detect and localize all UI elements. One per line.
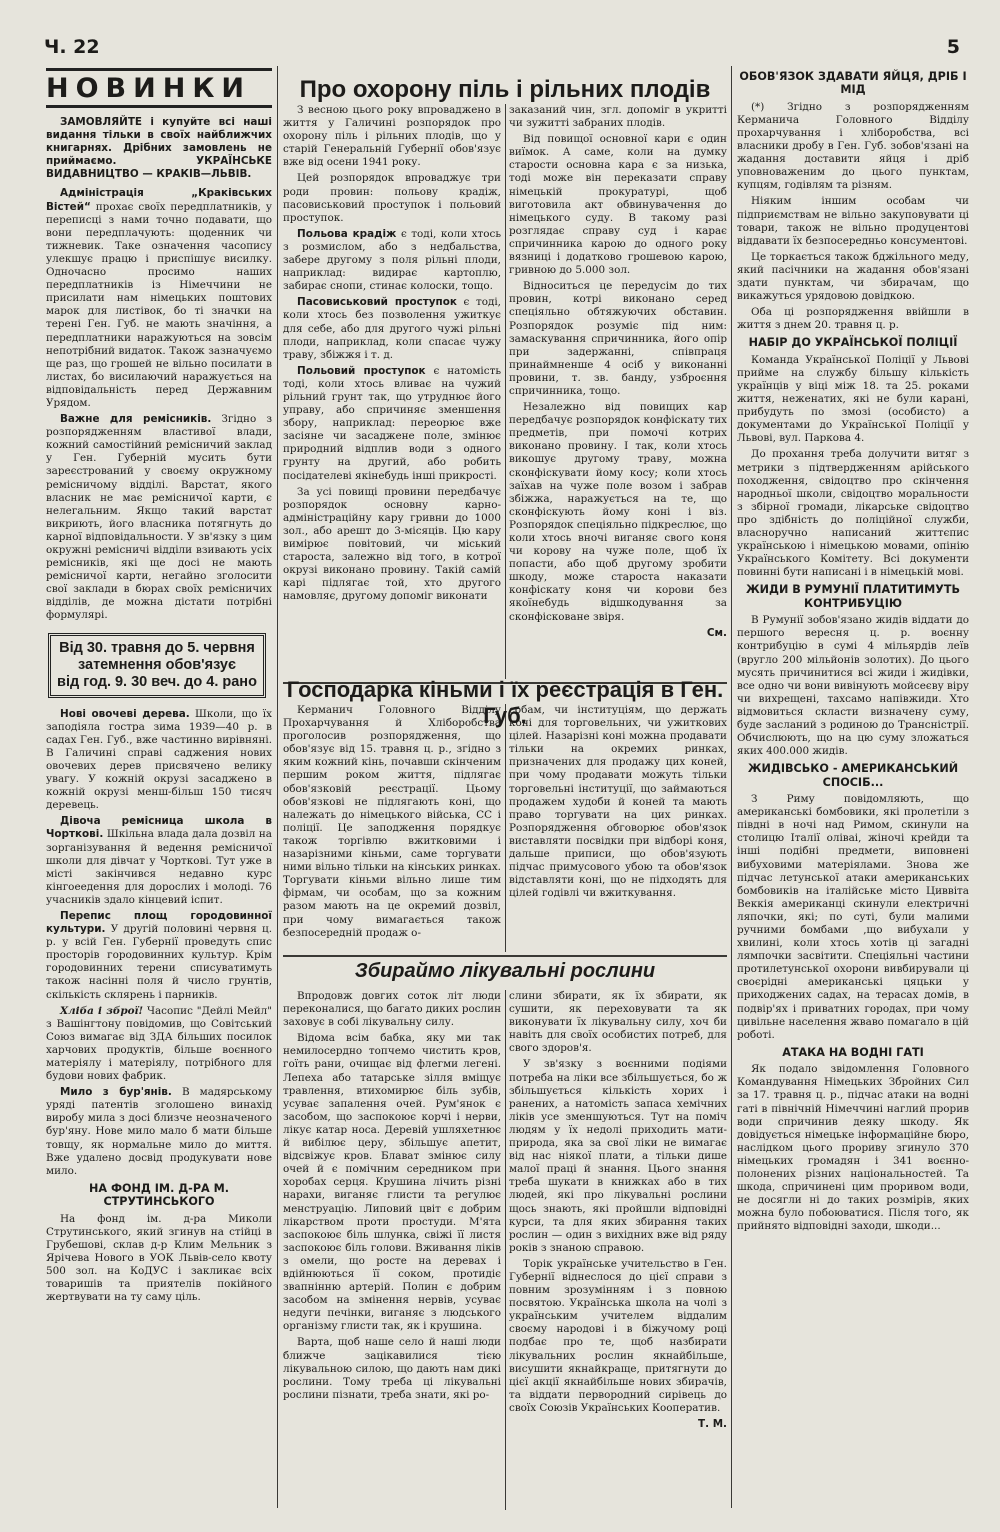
news-paragraph: До прохання треба долучити витяг з метрики з підтвердженням арійського походження, свідоцтво про скінчення народньої школи, свідоцтво моральности з збірної громади, лікарське свідоцтво про здібність до поліційної служби, власноручно написаний життєпис українською і німецькою мовами, опінію Українського Комітету. Всі документи повинні бути написані і в німецькій мові. — [737, 448, 969, 579]
article-paragraph — [283, 228, 501, 293]
news-item-lead: Адміністрація „Краківських Вістей“ — [46, 187, 272, 213]
article-paragraph: Відома всім бабка, яку ми так немилосердно топчемо чистить кров, гоїть рани, очищає від флегми легені. Лепеха або татарське зілля вміщує травлення, втихомирює біль зубів, усуває запалення очей. Рум'янок є засобом, що заспокоює корчі і нерви, лікує катар носа. Деревій ушляхетнює й вибілює церу, збільшує апетит, відсвіжує кров. Блават змінює силу очей й є помічним середником при хоробах серця. Крушина лічить різні нарахи, виганяє глисти та регулює менструацію. Липовий цвіт є добрим лікарством проти простуди. М'ята заспокоює біль шлунка, свіжі її листя заспокоює біль голови. Вживання ліків з омели, що росте на деревах і вдійнюються її соком, протидіє звапнінню артерій. Полин є добрим засобом на змінення нервів, усуває недуги печінки, виганяє з людського організму глисти так, як і крушина. — [283, 1032, 501, 1333]
news-item-lead: Нові овочеві дерева. — [60, 707, 190, 720]
news-item — [46, 413, 272, 623]
page-number-right: 5 — [946, 36, 960, 58]
article-column — [283, 104, 501, 679]
article-paragraph: Незалежно від повищих кар передбачує розпорядок конфіскату тих предметів, при помочі котрих виконано провину. І так, коли хтось викошує другому траву, можна сконфіскувати йому косу; коли хтось заїхав на чуже поле возом і забрав збіжжа, наражується на те, що сконфіскують йому коні і віз. Розпорядок спеціяльно підкреслює, що коли хтось вночі виганяє свого коня чи корову на чуже поле, щоб їх попасти, або щоб другому зробити шкоду, може староста наказати конфіскату коня чи корови без якоїнебудь відшкодування за сконфісковане звіря. — [509, 401, 727, 623]
news-item — [46, 187, 272, 410]
news-heading: НАБІР ДО УКРАЇНСЬКОЇ ПОЛІЦІЇ — [748, 336, 958, 350]
publisher-notice: ЗАМОВЛЯЙТЕ і купуйте всі наші видання тільки в своїх найближчих книгарнях. Дрібних замовлень не приймаємо. УКРАЇНСЬКЕ ВИДАВНИЦТВО — КРАКІВ—ЛЬВІВ. — [46, 116, 272, 181]
article-signature: Т. М. — [698, 1418, 727, 1430]
article-term: Пасовиськовий проступок — [297, 296, 457, 309]
news-item — [46, 708, 272, 813]
article-paragraph: Керманич Головного Відділу Прохарчування й Хліборобства проголосив розпорядження, що обов'язує від 15. травня ц. р., згідно з яким кожний кінь, почавши скінченим першим роком життя, підлягає обов'язковій реєстрації. Цьому обов'язкові не підлягають коні, що належать до німецького війська, СС і поліції. Це заподження порядкує також торгівлю вжитковими і назарізними кіньми, саме торгувати ними вільно тільки на кінських ринках. Торгувати кіньми вільно лише тим фірмам, чи особам, що за кожним разом мають на це окремий дозвіл, при чому вимагається також безпосередній продаж о- — [283, 704, 501, 939]
news-item-body: прохає своїх передплатників, у переписці з нами точно подавати, що вони передплачують: щоденник чи тижневик. Таке означення часопису улекшує працю і приспішує висилку. Одночасно просимо наших передплатників із Німеччини не присилати нам німецьких поштових марок для листівок, бо ті значки на терені Ген. Губ. не мають значіння, а передплатники наражуються на зовсім непотрібний видаток. Також зазначуємо ще раз, що грошей не вільно посилати в листах, бо висилаючий наражується на відповідальність перед Державним Урядом. — [46, 200, 272, 409]
article-paragraph: Відноситься це передусім до тих провин, котрі виконано серед спеціяльно обтяжуючих обставин. Розпорядок розуміє під ним: замаскування спричинника, його опір при задержанні, співпраця принаймненше 4 осіб у виконанні провини, т. зв. банду, узброєння спричинника, тощо. — [509, 280, 727, 397]
news-paragraph: Команда Української Поліції у Львові прийме на службу більшу кількість українців у віці між 18. та 25. роками життя, неженатих, які не були карані, прибудуть по змозі (особисто) а документами до Української Поліції у Львові, вул. Паркова 4. — [737, 353, 969, 445]
blackout-hours: від год. 9. 30 веч. до 4. рано — [57, 673, 257, 690]
article-title: Збираймо лікувальні рослини — [354, 960, 656, 982]
news-item-lead: Перепис площ городовинної культури. — [46, 909, 272, 936]
article-paragraph: собам, чи інституціям, що держать коні для торговельних, чи ужиткових цілей. Назарізні коні можна продавати тільки на окремих ринках, призначених для продажу цих коней, при чому продавати можуть тільки торговельні інституції, що займаються продажем худоби й коней та мають право торгувати на цих ринках. Розпорядження обговорює обов'язок виставляти посвідки при відборі коня, дальше приписи, що обов'язують підчас примусового убою та обов'язок відставляти коні, що не підходять для цілей годівлі чи вжиткування. — [509, 704, 727, 900]
fund-heading: НА ФОНД ІМ. Д-РА М. СТРУТИНСЬКОГО — [89, 1181, 229, 1209]
article-paragraph: У зв'язку з воєнними подіями потреба на ліки все збільшується, бо ж збільшується кількість хорих і ранених, а натомість запаса хемічних ліків усе зменшуються. Тут на поміч людям у їх недолі приходить мати-природа, яка за свої ліки не вимагає від нас ніякої плати, а тільки дише малої праці й знання. Цього знання треба шукати в книжках або в тих людей, які про лікувальні рослини щось знають, які пройшли відповідні курси, та для яких збирання таких рослин — один з вихідних вже від ряду років з знаною справою. — [509, 1058, 727, 1254]
blackout-notice-box — [48, 633, 266, 698]
news-item-body: Часопис "Дейлі Мейл" з Вашінгтону повідомив, що Совітський Союз вимагає від ЗДА більших посилок харчових продуктів, більше воєнного матеріялу і матеріялу, потрібного для будови нових фабрик. — [46, 1004, 272, 1083]
article-column — [283, 704, 501, 952]
news-paragraph: Оба ці розпорядження ввійшли в життя з днем 20. травня ц. р. — [737, 306, 969, 332]
news-item — [46, 815, 272, 907]
news-column — [737, 66, 969, 1508]
news-item-body: Згідно з розпорядженням властивої влади, кожний самостійний ремісничий заклад у Ген. Губерній мусить бути зареєстрований у своєму окружному ремісничому відділі. Варстат, якого власник не має ремісничої карти, є нелегальним. Якщо такий варстат викриють, його власника потягнуть до карної відповідальности. У зв'язку з цим окружні ремісничі відділи взивають усіх ремісників, які ще досі не мають ремісничої карти, негайно зголосити свої заклади в бюрах своїх ремісничих відділів, де можна дістати потрібні формулярі. — [46, 413, 272, 622]
news-heading: АТАКА НА ВОДНІ ГАТІ — [782, 1045, 924, 1059]
news-item-lead: Хліба і зброї! — [60, 1004, 144, 1017]
article-paragraph: За усі повищі провини передбачує розпорядок основну карно-адміністраційну кару гривни до 1000 зол., або арешт до 3-місяців. Цю кару вимірює повітовий, чи міський староста, залежно від того, в котрої окрузі виконано провину. Такій самій карі підлягає той, хто другого намовляє, другому допоміг виконати — [283, 485, 501, 603]
article-column — [509, 104, 727, 679]
article-divider — [283, 955, 727, 957]
news-item — [46, 1086, 272, 1178]
article-column — [283, 990, 501, 1510]
column-rule — [505, 704, 506, 952]
article-paragraph-body: є натомість тоді, коли хтось вливає на чужий рільний грунт так, що утруднює його управу, або спричиняє зменшення збору, наприклад: переорює вже засіяне чи засаджене поле, змінює природний відплив води з одного грунту на другий, або робить посідателеві якінебудь інші прикрості. — [283, 364, 501, 482]
article-title: Про охорону піль і рільних плодів — [299, 76, 711, 103]
article-paragraph-body: є тоді, коли хтось з розмислом, або з недбальства, забере другому з поля рільні плоди, наприклад: видирає картоплю, забирає снопи, стинає колоски, тощо. — [283, 227, 501, 293]
article-paragraph: заказаний чин, згл. допоміг в укритті чи зужитті забраних плодів. — [509, 104, 727, 130]
news-item-body: У другій половині червня ц. р. у всій Ген. Губернії проведуть спис просторів городовинних культур. Крім городовинних терени списуватимуть також насінні поля й число грунтів, скількість склярень і парників. — [46, 923, 272, 1001]
column-rule — [277, 66, 278, 1508]
blackout-text: затемнення обов'язує — [77, 656, 237, 673]
news-heading: ЖИДІВСЬКО - АМЕРИКАНСЬКИЙ СПОСІБ... — [747, 762, 959, 789]
article-paragraph-body: є тоді, коли хтось без позволення ужиткує для себе, або для другого чужі рільні плоди, наприклад, коли спасає чужу траву, збіжжя і т. д. — [283, 296, 501, 361]
section-banner: НОВИНКИ — [46, 68, 272, 108]
article-column — [509, 990, 727, 1510]
news-item — [46, 910, 272, 1002]
news-item-lead: Мило з бур'янів. — [60, 1086, 172, 1099]
column-rule — [505, 104, 506, 679]
column-rule — [505, 990, 506, 1510]
article-paragraph: Цей розпорядок впроваджує три роди провин: польову крадіж, пасовиськовий проступок і польовий проступок. — [283, 172, 501, 224]
fund-paragraph: На фонд ім. д-ра Миколи Струтинського, який згинув на стійці в Грубешові, склав д-р Клим Мельник з Ярічева Нового в УОК Львів-село квоту 500 зол. на КоДУС і закликає всіх товаришів та приятелів покійного жертвувати на ту саму ціль. — [46, 1212, 272, 1304]
page-number-left: Ч. 22 — [44, 36, 100, 58]
article-paragraph: Від повищої основної кари є один виїмок. А саме, коли на думку старости основна кара є за низька, тоді може він переказати справу німецькій прокуратурі, щоб виготовила акт обвинувачення до німецького суду. В такому разі розглядає справу суд і карає спричинника карою до одного року вязниці і додатково грошевою карою, гривною до 5.000 зол. — [509, 133, 727, 277]
news-item-body: Школи, що їх заподіяла гостра зима 1939—40 р. в садах Ген. Губ., вже частинно вирівняні. В Галичині справі саджения нових овочевих дерев присвячено велику увагу. У кожній окрузі засаджено в кожній окрузі менш-більш 150 тисяч деревець. — [46, 707, 272, 812]
article-column — [509, 704, 727, 952]
news-heading: ЖИДИ В РУМУНІЇ ПЛАТИТИМУТЬ КОНТРИБУЦІЮ — [745, 583, 961, 610]
article-paragraph: Торік українське учительство в Ген. Губернії віднеслося до цієї справи з повним зрозумінням і з повною посвятою. Українська школа на чолі з українським учителем віддалим своєму народові і в біжучому році подбає про те, щоб назбирати лікувальних рослин якнайбільше, висушити якнайкраще, притягнути до цієї акції якнайбільше нових збирачів, та віддати первородний сирівець до своїх Союзів Українських Кооператив. — [509, 1257, 727, 1414]
news-paragraph: В Румунії зобов'язано жидів віддати до першого вересня ц. р. воєнну контрибуцію в сумі 4 мільярдів леїв (вругло 200 мільйонів золотих). До цього мусять причинитися всі жиди і жидівки, все одно чи вони вивінують мойсеєву віру чи вихрещені, тахсамо напівжиди. Хто відмовиться скласти визначену суму, буде засланий з родиною до Трансністрії. Обчислюють, що на цю суму зложаться яких 400.000 жидів. — [737, 614, 969, 758]
news-paragraph: (*) Згідно з розпорядженням Керманича Головного Відділу прохарчування і хліборобства, всі власники дробу в Ген. Губ. зобов'язані на жадання доставити яйця і дріб уповноваженим до цього пунктам, купцям, годівлям та різням. — [737, 100, 969, 192]
article-title: Господарка кіньми і їх реєстрація в Ген. Губ. — [286, 677, 724, 728]
news-column — [46, 68, 272, 1508]
blackout-dates: Від 30. травня до 5. червня — [59, 639, 255, 656]
article-term: Польова крадіж — [297, 227, 397, 240]
article-term: Польовий проступок — [297, 364, 426, 377]
article-paragraph — [283, 365, 501, 483]
column-rule — [731, 66, 732, 1508]
article-paragraph: слини збирати, як їх збирати, як сушити, як переховувати та як виконувати їх лікувальну силу, хоч би навіть для своїх особистих потреб, для свого здоров'я. — [509, 990, 727, 1055]
article-paragraph — [283, 296, 501, 361]
article-paragraph: З весною цього року впроваджено в життя у Галичині розпорядок про охорону піль і рільних плодів, що у старій Генеральній Губернії обов'язує вже від осени 1941 року. — [283, 104, 501, 169]
news-paragraph: З Риму повідомляють, що американські бомбовики, які пролетіли з півдні в ночі над Римом, скинули на столицю Італії оліваі, жіночі крейди та інші подібні предмети, виповнені вибуховими матеріялами. Знова же підчас летунської атаки американських бомбовиків на італійське місто Циввіта Веккія американці скинули електричні ляпочки, які; по суті, були малими ручними бомбами ,що вибухали у хвилині, коли хтось хотів ці загадні лямпочки засвітити. Спеціяльні частини протилетунської охорони вивбирували ці своєрідні американські цяцьки у приходжених садах, на терасах домів, в подвір'ях і приватних городах, при чому цивільне населення жваво помагало в цій роботі. — [737, 793, 969, 1041]
article-paragraph: Впродовж довгих соток літ люди переконалися, що багато диких рослин заховує в собі лікувальну силу. — [283, 990, 501, 1029]
article-paragraph: Варта, щоб наше село й наші люди ближче зацікавилися тією лікувальною силою, що дають нам дикі рослини. Тому треба ці лікувальні рослини пізнати, треба знати, які ро- — [283, 1336, 501, 1401]
news-item-body: Шкільна влада дала дозвіл на зорганізування й ведення ремісничої школи для дівчат у Чорткові. Тут уже в місті закінчився недавно курс кінгоеедення для дорослих і молоді. 76 учасників здало кінцевий іспит. — [46, 828, 272, 906]
news-item-lead: Дівоча ремісница школа в Чорткові. — [46, 815, 272, 841]
news-item — [46, 1005, 272, 1084]
news-item-body: В мадярському уряді патентів зголошено винахід виробу мила з досі близче неозначеного бур'яну. Нове мило мало б мати більше товщу, як нормальне мило до миття. Вже удалено досвід продукувати нове мило. — [46, 1086, 272, 1177]
news-paragraph: Як подало звідомлення Головного Командування Німецьких Збройних Сил за 17. травня ц. р., підчас атаки на водні гаті в північній Німеччині наглий прорив води спричинив деяку шкоду. Як довідується німецьке інформаційне бюро, наслідком цього прориву згинуло 370 німецьких громадян і 341 воєнно-полонених різних національностей. Та шкода, спричинені цим проривом води, не досягли ні до таких розмірів, яких можна було побоюватися. Після того, як прийнято відповідні заходи, шкоди... — [737, 1063, 969, 1233]
news-heading: ОБОВ'ЯЗОК ЗДАВАТИ ЯЙЦЯ, ДРІБ І МІД — [739, 70, 967, 97]
news-paragraph: Ніяким іншим особам чи підприємствам не вільно закуповувати ці товари, також не вільно продуцентові віддавати їх безпосередньо консументові. — [737, 195, 969, 247]
article-signature: См. — [706, 626, 727, 639]
news-paragraph: Це торкається також бджільного меду, який пасічники на жадання обов'язані здати пунктам, чи збирачам, що викажуться урядовою довідкою. — [737, 250, 969, 303]
news-item-lead: Важне для ремісників. — [60, 413, 212, 426]
